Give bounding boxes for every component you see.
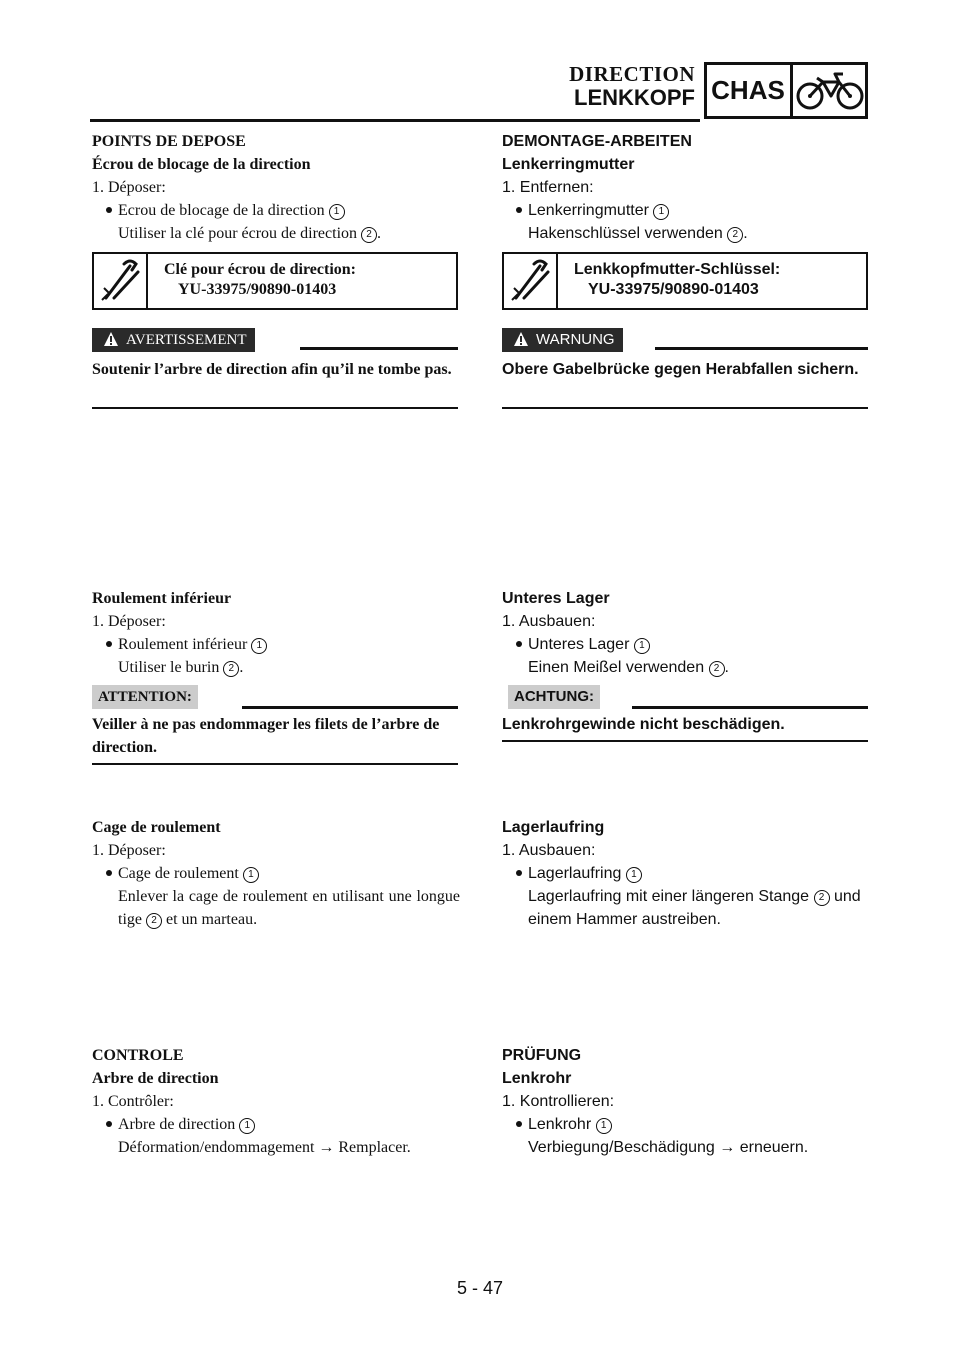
- de-item: Lenkrohr 1: [502, 1113, 870, 1136]
- fr-section-bearing-race: [92, 816, 460, 931]
- bullet-icon: [106, 1121, 112, 1127]
- fr-attention-rule: [242, 706, 458, 709]
- fr-special-tool-box: [92, 252, 458, 310]
- de-tool-text: Lenkkopfmutter-Schlüssel: YU-33975/90890-01403: [574, 261, 781, 298]
- de-step: 1. Entfernen:: [502, 179, 594, 196]
- de-section-lower-bearing: [502, 587, 870, 679]
- fr-note: Enlever la cage de roulement en utilisant une longue tige 2 et un marteau.: [118, 888, 460, 928]
- fr-step: 1. Contrôler:: [92, 1093, 174, 1110]
- bullet-icon: [516, 1121, 522, 1127]
- fr-item: Roulement inférieur 1: [92, 633, 460, 656]
- fr-tool-text: Clé pour écrou de direction: YU-33975/90890-01403: [164, 261, 356, 298]
- de-heading: Unteres Lager: [502, 590, 610, 607]
- de-heading: Lagerlaufring: [502, 819, 605, 836]
- fr-section-lower-bearing: [92, 587, 460, 679]
- fr-heading: Cage de roulement: [92, 819, 221, 836]
- warning-triangle-icon: [103, 331, 119, 347]
- warning-triangle-icon: [513, 331, 529, 347]
- callout-1: 1: [596, 1118, 612, 1134]
- fr-note: Déformation/endommagement → Remplacer.: [118, 1139, 411, 1156]
- callout-1: 1: [653, 204, 669, 220]
- fr-warning-text: Soutenir l’arbre de direction afin qu’il ne tombe pas.: [92, 361, 452, 378]
- de-step: 1. Kontrollieren:: [502, 1093, 615, 1110]
- callout-2: 2: [709, 661, 725, 677]
- bullet-icon: [106, 641, 112, 647]
- de-note: Hakenschlüssel verwenden 2 .: [528, 225, 748, 242]
- de-warning-bottom-rule: [502, 407, 868, 409]
- fr-attention-bottom-rule: [92, 763, 458, 765]
- fr-step: 1. Déposer:: [92, 179, 166, 196]
- section-title-de: LENKKOPF: [574, 85, 695, 110]
- callout-1: 1: [243, 867, 259, 883]
- motorcycle-icon: [795, 68, 865, 114]
- de-item: Unteres Lager 1: [502, 633, 870, 656]
- page-number: 5 - 47: [456, 1278, 504, 1298]
- callout-1: 1: [251, 638, 267, 654]
- de-step: 1. Ausbauen:: [502, 842, 596, 859]
- de-subheading: Lenkrohr: [502, 1070, 572, 1087]
- wrench-icon: [504, 254, 558, 308]
- wrench-icon: [94, 254, 148, 308]
- de-section-removal: [502, 130, 870, 245]
- callout-2: 2: [146, 913, 162, 929]
- de-attention-text: Lenkrohrgewinde nicht beschädigen.: [502, 716, 785, 733]
- de-note: Verbiegung/Beschädigung → erneuern.: [528, 1139, 809, 1156]
- bullet-icon: [106, 870, 112, 876]
- fr-warning-label: AVERTISSEMENT: [92, 328, 255, 352]
- de-section-bearing-race: [502, 816, 870, 931]
- de-section-inspection: [502, 1044, 870, 1159]
- fr-attention-text: Veiller à ne pas endommager les filets de l’arbre de direction.: [92, 716, 440, 756]
- fr-subheading: Arbre de direction: [92, 1070, 219, 1087]
- fr-item: Ecrou de blocage de la direction 1: [92, 199, 460, 222]
- bullet-icon: [516, 870, 522, 876]
- chapter-label: CHAS: [711, 75, 785, 105]
- fr-note: Utiliser le burin 2 .: [118, 659, 244, 676]
- fr-warning-bottom-rule: [92, 407, 458, 409]
- callout-1: 1: [634, 638, 650, 654]
- de-subheading: Lenkerringmutter: [502, 156, 635, 173]
- chapter-divider: [790, 62, 793, 119]
- fr-section-inspection: [92, 1044, 460, 1159]
- de-attention-rule: [632, 706, 868, 709]
- fr-warning-rule: [300, 347, 458, 350]
- callout-2: 2: [361, 227, 377, 243]
- callout-1: 1: [626, 867, 642, 883]
- de-attention-label: ACHTUNG:: [508, 685, 600, 709]
- de-warning-rule: [655, 347, 868, 350]
- fr-attention-label: ATTENTION:: [92, 685, 198, 709]
- de-step: 1. Ausbauen:: [502, 613, 596, 630]
- de-warning-text: Obere Gabelbrücke gegen Herabfallen sichern.: [502, 361, 859, 378]
- bullet-icon: [516, 641, 522, 647]
- callout-1: 1: [329, 204, 345, 220]
- de-item: Lenkerringmutter 1: [502, 199, 870, 222]
- de-heading: PRÜFUNG: [502, 1047, 582, 1064]
- de-warning-label: WARNUNG: [502, 328, 623, 352]
- bullet-icon: [106, 207, 112, 213]
- fr-note: Utiliser la clé pour écrou de direction 2 .: [118, 225, 382, 242]
- fr-heading: Roulement inférieur: [92, 590, 232, 607]
- fr-item: Arbre de direction 1: [92, 1113, 460, 1136]
- header-rule: [90, 119, 700, 122]
- fr-heading: CONTROLE: [92, 1047, 184, 1064]
- callout-1: 1: [239, 1118, 255, 1134]
- de-special-tool-box: [502, 252, 868, 310]
- fr-heading: POINTS DE DEPOSE: [92, 133, 246, 150]
- callout-2: 2: [223, 661, 239, 677]
- de-note: Lagerlaufring mit einer längeren Stange 2 und einem Hammer austreiben.: [528, 888, 861, 928]
- de-heading: DEMONTAGE-ARBEITEN: [502, 133, 692, 150]
- de-item: Lagerlaufring 1: [502, 862, 870, 885]
- fr-step: 1. Déposer:: [92, 842, 166, 859]
- de-attention-bottom-rule: [502, 740, 868, 742]
- callout-2: 2: [727, 227, 743, 243]
- section-title-fr: DIRECTION: [569, 62, 695, 86]
- bullet-icon: [516, 207, 522, 213]
- fr-item: Cage de roulement 1: [92, 862, 460, 885]
- fr-subheading: Écrou de blocage de la direction: [92, 156, 311, 173]
- fr-step: 1. Déposer:: [92, 613, 166, 630]
- de-note: Einen Meißel verwenden 2 .: [528, 659, 729, 676]
- callout-2: 2: [814, 890, 830, 906]
- fr-section-removal: [92, 130, 460, 245]
